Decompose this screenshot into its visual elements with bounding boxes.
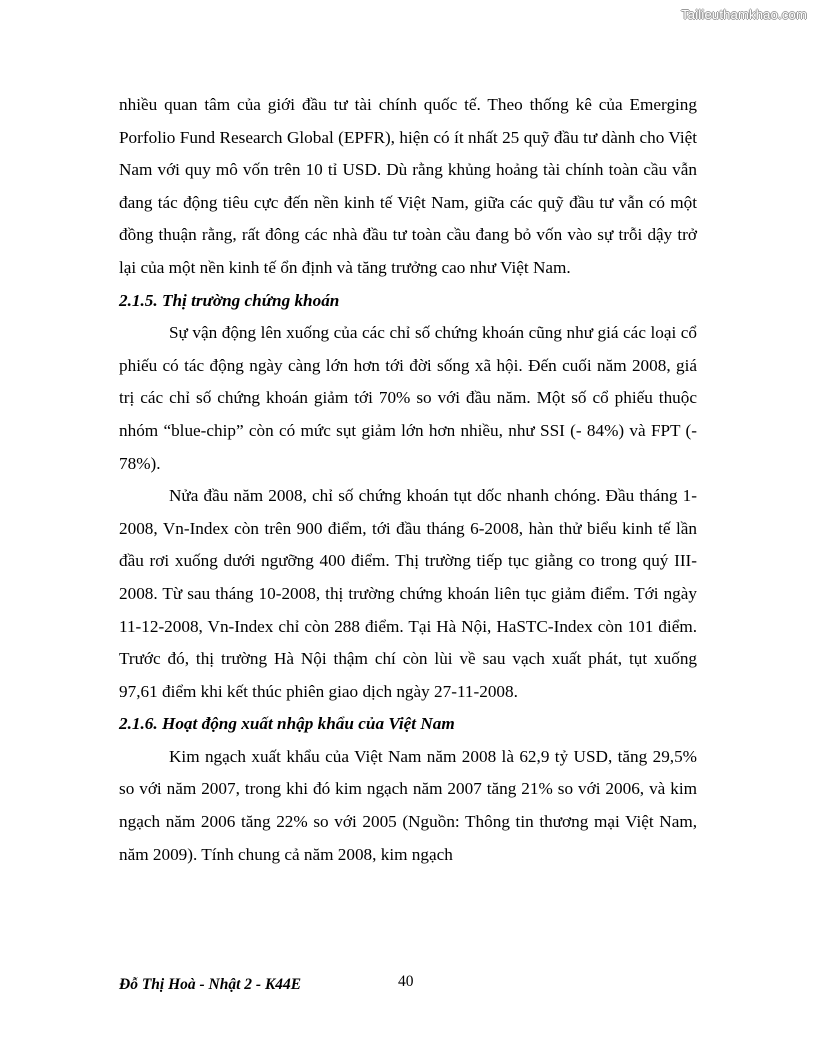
document-body xyxy=(119,89,697,871)
section-2-1-6-paragraph-1: Kim ngạch xuất khẩu của Việt Nam năm 2008 là 62,9 tỷ USD, tăng 29,5% so với năm 2007, trong khi đó kim ngạch năm 2007 tăng 21% so với 2006, và kim ngạch năm 2006 tăng 22% so với 2005 (Nguồn: Thông tin thương mại Việt Nam, năm 2009). Tính chung cả năm 2008, kim ngạch xyxy=(119,746,697,864)
section-2-1-5-paragraph-2: Nửa đầu năm 2008, chỉ số chứng khoán tụt dốc nhanh chóng. Đầu tháng 1-2008, Vn-Index còn trên 900 điểm, tới đầu tháng 6-2008, hàn thử biểu kinh tế lần đầu rơi xuống dưới ngưỡng 400 điểm. Thị trường tiếp tục giằng co trong quý III-2008. Từ sau tháng 10-2008, thị trường chứng khoán liên tục giảm điểm. Tới ngày 11-12-2008, Vn-Index chỉ còn 288 điểm. Tại Hà Nội, HaSTC-Index còn 101 điểm. Trước đó, thị trường Hà Nội thậm chí còn lùi về sau vạch xuất phát, tụt xuống 97,61 điểm khi kết thúc phiên giao dịch ngày 27-11-2008. xyxy=(119,486,697,701)
intro-paragraph: nhiều quan tâm của giới đầu tư tài chính quốc tế. Theo thống kê của Emerging Porfolio Fund Research Global (EPFR), hiện có ít nhất 25 quỹ đầu tư dành cho Việt Nam với quy mô vốn trên 10 tỉ USD. Dù rằng khủng hoảng tài chính toàn cầu vẫn đang tác động tiêu cực đến nền kinh tế Việt Nam, giữa các quỹ đầu tư vẫn có một đồng thuận rằng, rất đông các nhà đầu tư toàn cầu đang bỏ vốn vào sự trỗi dậy trở lại của một nền kinh tế ổn định và tăng trưởng cao như Việt Nam. xyxy=(119,95,697,277)
section-heading-2-1-6: 2.1.6. Hoạt động xuất nhập khẩu của Việt Nam xyxy=(119,714,455,734)
watermark: Tailieuthamkhao.com xyxy=(681,7,807,22)
section-2-1-5-paragraph-1: Sự vận động lên xuống của các chỉ số chứng khoán cũng như giá các loại cổ phiếu có tác động ngày càng lớn hơn tới đời sống xã hội. Đến cuối năm 2008, giá trị các chỉ số chứng khoán giảm tới 70% so với đầu năm. Một số cổ phiếu thuộc nhóm “blue-chip” còn có mức sụt giảm lớn hơn nhiều, như SSI (- 84%) và FPT (- 78%). xyxy=(119,323,697,473)
page-number: 40 xyxy=(398,973,414,990)
section-heading-2-1-5: 2.1.5. Thị trường chứng khoán xyxy=(119,290,340,310)
footer-author: Đỗ Thị Hoà - Nhật 2 - K44E xyxy=(119,976,302,993)
